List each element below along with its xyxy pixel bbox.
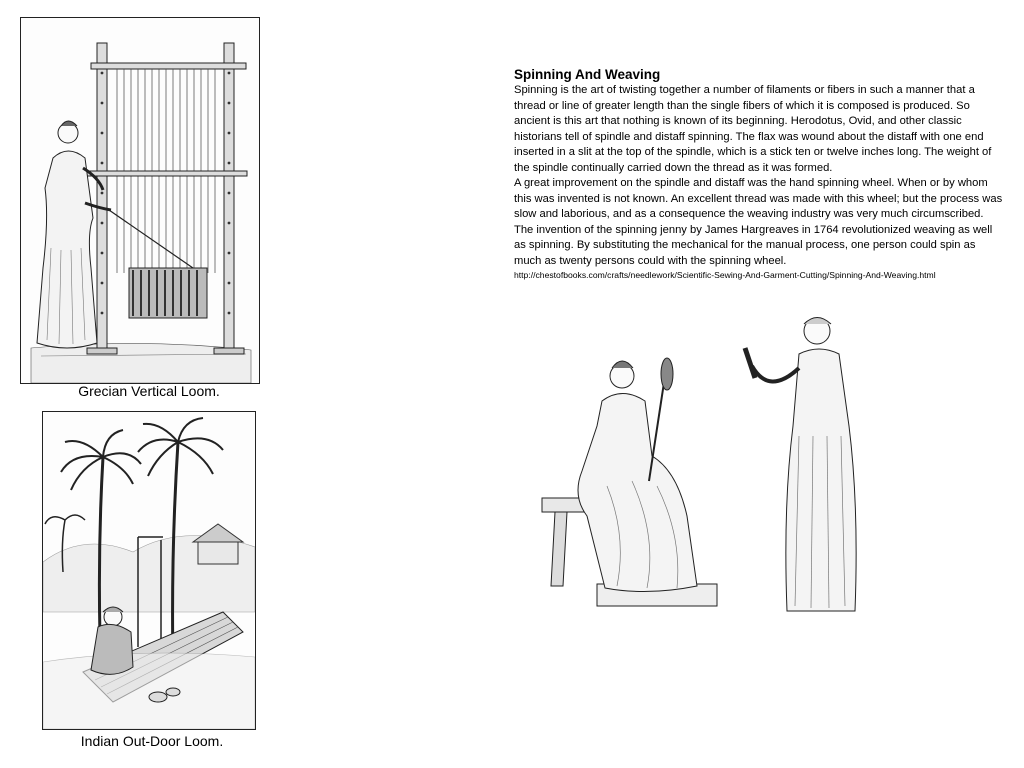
grecian-loom-caption: Grecian Vertical Loom. [78, 383, 220, 399]
indian-loom-caption: Indian Out-Door Loom. [80, 733, 224, 749]
article-title: Spinning And Weaving [514, 67, 661, 82]
article-paragraph-2: A great improvement on the spindle and distaff was the hand spinning wheel. When or by whom this was invented is not known. An excellent thread was made with this wheel; but the process was slow and laborious, and as a consequence the weaving industry was very much circumscribed. The invention of the spinning jenny by James Hargreaves in 1764 revolutionized weaving as well as spinning. By substituting the mechanical for the manual process, one person could spin as much as twenty persons could with the spinning wheel. [514, 177, 1003, 267]
article [514, 66, 1004, 281]
article-paragraph-1: Spinning is the art of twisting together a number of filaments or fibers in such a manner that a thread or line of greater length than the single fibers of which it is composed is produced. So ancient is this art that nothing is known of its beginning. Herodotus, Ovid, and other classic historians tell of spindle and distaff spinning. The flax was wound about the distaff with one end inserted in a slit at the top of the spindle, which is a stick ten or twelve inches long. The weight of the spindle continually carried down the thread as it was formed. [514, 84, 992, 174]
spinning-women-illustration [537, 306, 880, 622]
article-source-link[interactable]: http://chestofbooks.com/crafts/needlework/Scientific-Sewing-And-Garment-Cutting/Spinning-And-Weaving.html [514, 270, 936, 280]
grecian-loom-illustration [20, 17, 260, 384]
indian-loom-illustration [42, 411, 256, 730]
